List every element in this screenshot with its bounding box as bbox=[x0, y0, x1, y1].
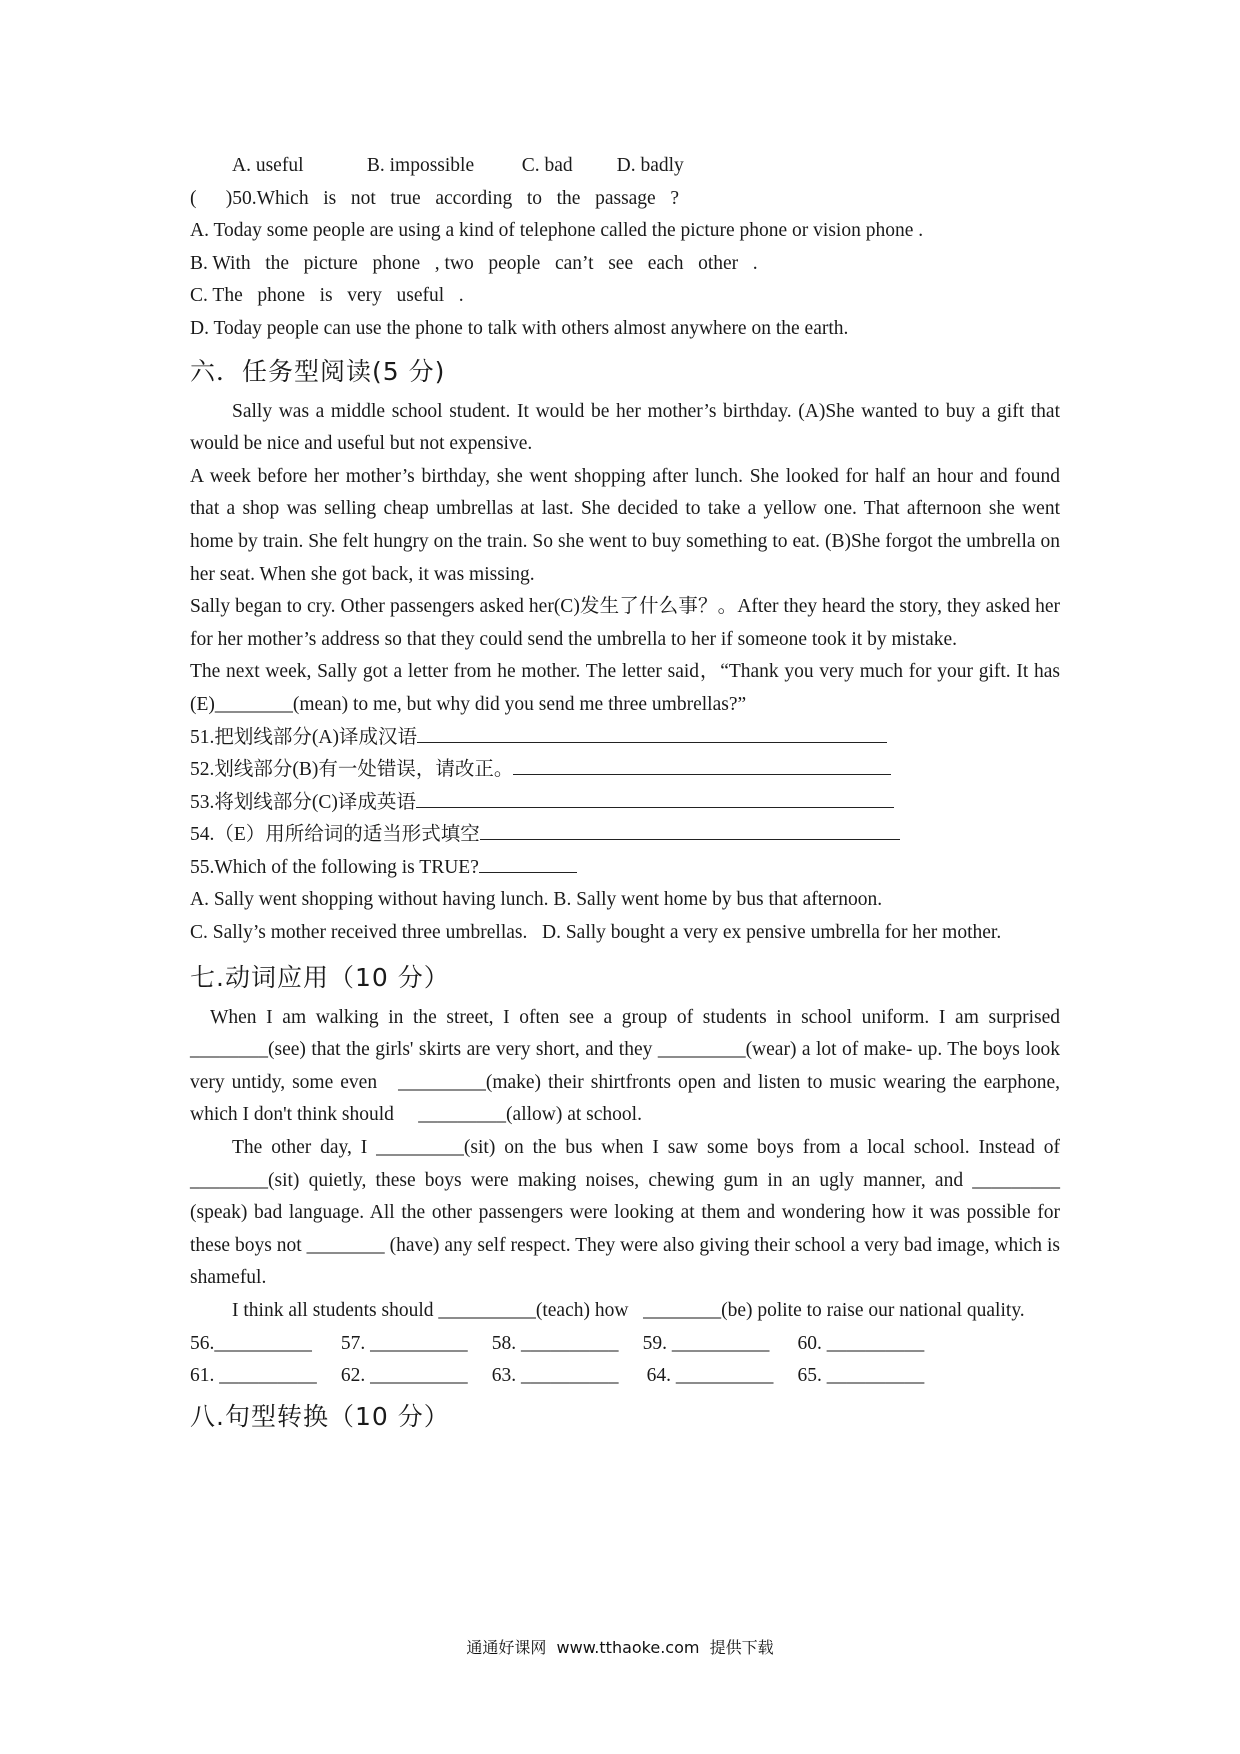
answer-blank-59[interactable]: 59. __________ bbox=[642, 1332, 770, 1354]
answer-line-53[interactable] bbox=[416, 787, 894, 808]
answer-row-61-65 bbox=[190, 1360, 1060, 1393]
answer-blank-60[interactable]: 60. __________ bbox=[797, 1332, 925, 1354]
section7-heading: 七.动词应用（10 分） bbox=[190, 962, 450, 992]
section6-paragraph: Sally was a middle school student. It would be her mother’s birthday. (A)She wanted to buy a gift that would be nice and useful but not expensive. bbox=[190, 400, 1060, 455]
q50-option-d: D. Today people can use the phone to talk with others almost anywhere on the earth. bbox=[190, 317, 849, 339]
section7-paragraph: The other day, I _________(sit) on the bus when I saw some boys from a local school. Instead of ________(sit) quietly, these boys were making noises, chewing gum in an ugly manner, and _________ (speak) bad language. All the other passengers were looking at them and wondering how it was possible for these boys not ________ (have) any self respect. They were also giving their school a very bad image, which is shameful. bbox=[190, 1137, 1075, 1289]
question-51 bbox=[190, 722, 1060, 755]
answer-blank-64[interactable]: 64. __________ bbox=[646, 1365, 774, 1387]
section6-paragraph: The next week, Sally got a letter from he mother. The letter said，“Thank you very much for your gift. It has (E)________(mean) to me, but why did you send me three umbrellas?” bbox=[190, 661, 1060, 715]
answer-blank-58[interactable]: 58. __________ bbox=[491, 1332, 619, 1354]
answer-line-54[interactable] bbox=[480, 819, 900, 840]
q49-option-c: C. bad bbox=[521, 155, 573, 176]
section6-paragraph: Sally began to cry. Other passengers asked her(C)发生了什么事？。After they heard the story, they asked her for her mother’s address so that they could send the umbrella to her if someone took it by mistake. bbox=[190, 596, 1060, 650]
answer-blank-56[interactable]: 56.__________ bbox=[190, 1332, 312, 1354]
answer-line-52[interactable] bbox=[513, 754, 891, 775]
answer-blank-57[interactable]: 57. __________ bbox=[340, 1332, 468, 1354]
question-54-text: 54.（E）用所给词的适当形式填空 bbox=[190, 824, 480, 846]
question-53 bbox=[190, 787, 1060, 820]
question-53-text: 53.将划线部分(C)译成英语 bbox=[190, 791, 416, 813]
answer-blank-63[interactable]: 63. __________ bbox=[491, 1365, 619, 1387]
footer: 通通好课网 www.tthaoke.com 提供下载 bbox=[466, 1638, 774, 1657]
section7-paragraph: When I am walking in the street, I often see a group of students in school uniform. I am surprised ________(see) that the girls' skirts are very short, and they _________(wear) a lot of make- up. The boys look very untidy, some even _________(make) their shirtfronts open and listen to music wearing the earphone, which I don't think should _________(allow) at school. bbox=[190, 1006, 1065, 1126]
exam-page bbox=[190, 150, 1075, 1441]
section8-heading: 八.句型转换（10 分） bbox=[190, 1401, 450, 1431]
answer-blank-61[interactable]: 61. __________ bbox=[190, 1365, 317, 1387]
q49-option-b: B. impossible bbox=[366, 155, 475, 176]
q55-options-cd: C. Sally’s mother received three umbrellas. D. Sally bought a very ex pensive umbrella for her mother. bbox=[190, 922, 1002, 944]
q49-options bbox=[190, 150, 1060, 183]
question-54 bbox=[190, 819, 1060, 852]
answer-line-55[interactable] bbox=[479, 852, 577, 873]
answer-line-51[interactable] bbox=[417, 722, 887, 743]
question-55-text: 55.Which of the following is TRUE? bbox=[190, 856, 479, 878]
section6-paragraph: A week before her mother’s birthday, she went shopping after lunch. She looked for half an hour and found that a shop was selling cheap umbrellas at last. She decided to take a yellow one. That afternoon she went home by train. She felt hungry on the train. So she went to buy something to eat. (B)She forgot the umbrella on her seat. When she got back, it was missing. bbox=[190, 465, 1060, 585]
section7-paragraph: I think all students should __________(teach) how ________(be) polite to raise our national quality. bbox=[232, 1300, 1025, 1321]
question-52-text: 52.划线部分(B)有一处错误，请改正。 bbox=[190, 759, 514, 781]
q49-option-a: A. useful bbox=[232, 155, 304, 176]
q50-option-c: C. The phone is very useful . bbox=[190, 285, 464, 307]
q55-options-ab: A. Sally went shopping without having lunch. B. Sally went home by bus that afternoon. bbox=[190, 889, 883, 911]
section6-heading: 六．任务型阅读(5 分) bbox=[190, 356, 446, 386]
question-55 bbox=[190, 852, 1060, 885]
q50-option-b: B. With the picture phone , two people can’t see each other . bbox=[190, 252, 758, 274]
question-52 bbox=[190, 754, 1060, 787]
answer-blank-62[interactable]: 62. __________ bbox=[340, 1365, 468, 1387]
question-51-text: 51.把划线部分(A)译成汉语 bbox=[190, 726, 417, 748]
answer-row-56-60 bbox=[190, 1328, 1060, 1361]
q50-stem: ( )50.Which is not true according to the passage ? bbox=[190, 187, 679, 209]
answer-blank-65[interactable]: 65. __________ bbox=[797, 1365, 925, 1387]
q49-option-d: D. badly bbox=[616, 155, 684, 176]
q50-option-a: A. Today some people are using a kind of telephone called the picture phone or vision phone . bbox=[190, 220, 924, 242]
